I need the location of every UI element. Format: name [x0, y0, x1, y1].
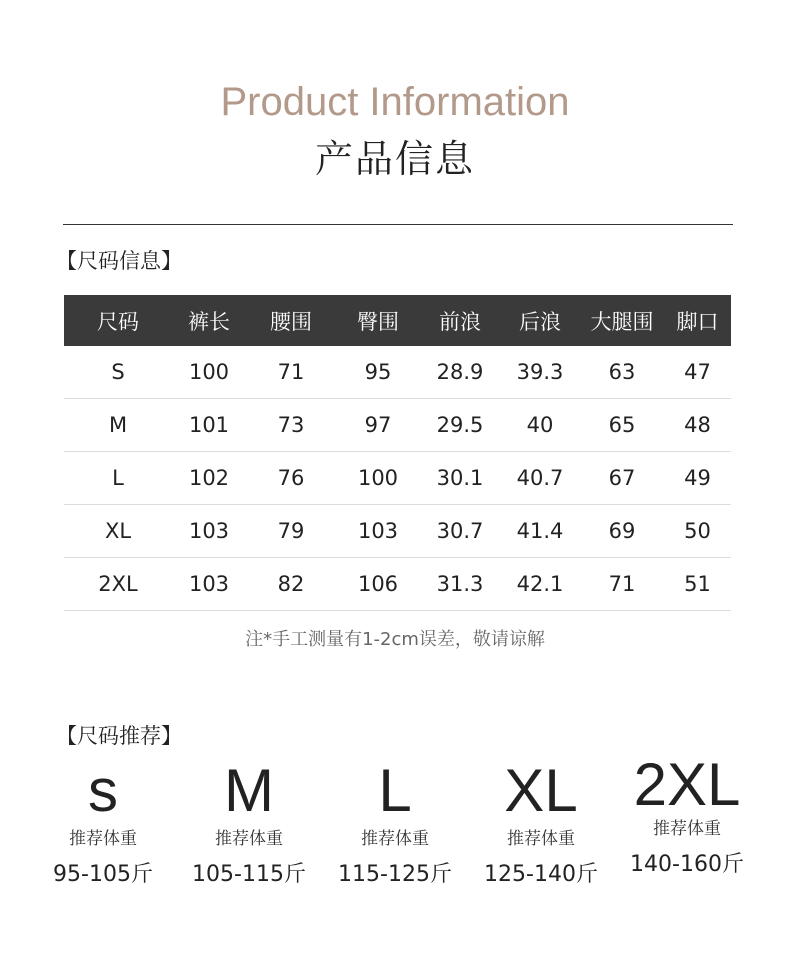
size-recommendations — [30, 751, 760, 888]
cell-size: S — [111, 360, 125, 384]
cell-waist: 79 — [277, 519, 305, 543]
cell-waist: 73 — [277, 413, 305, 437]
recommend-size: XL — [504, 757, 578, 824]
cell-hip: 106 — [357, 572, 399, 596]
recommend-weight-label: 推荐体重 — [69, 829, 137, 849]
header-back-rise: 后浪 — [519, 309, 561, 334]
cell-waist: 76 — [277, 466, 305, 490]
cell-size: M — [108, 413, 128, 437]
recommend-size: L — [378, 757, 412, 824]
measurement-note: 注*手工测量有1-2cm误差，敬请谅解 — [245, 629, 545, 650]
table-row — [64, 558, 731, 611]
recommend-item — [468, 757, 614, 888]
recommend-item — [322, 757, 468, 888]
cell-front-rise: 30.1 — [436, 466, 484, 490]
table-row — [64, 399, 731, 452]
cell-back-rise: 42.1 — [516, 572, 564, 596]
recommend-weight-label: 推荐体重 — [361, 829, 429, 849]
cell-length: 102 — [188, 466, 230, 490]
size-table — [64, 295, 731, 611]
recommend-weight-range: 115-125斤 — [338, 862, 452, 887]
header-front-rise: 前浪 — [439, 309, 481, 334]
table-row — [64, 452, 731, 505]
header-thigh: 大腿围 — [590, 309, 654, 334]
recommend-item — [614, 751, 760, 888]
divider — [63, 224, 733, 225]
recommend-item — [176, 757, 322, 888]
cell-hem: 47 — [684, 360, 711, 384]
size-info-label: 【尺码信息】 — [56, 249, 182, 273]
title-english: Product Information — [220, 80, 570, 124]
recommend-weight-label: 推荐体重 — [215, 829, 283, 849]
recommend-weight-range: 95-105斤 — [53, 862, 153, 887]
cell-back-rise: 41.4 — [516, 519, 564, 543]
cell-thigh: 63 — [608, 360, 636, 384]
cell-front-rise: 29.5 — [436, 413, 484, 437]
size-recommend-label: 【尺码推荐】 — [56, 724, 182, 748]
title-chinese: 产品信息 — [314, 137, 475, 181]
recommend-weight-label: 推荐体重 — [507, 829, 575, 849]
cell-back-rise: 39.3 — [516, 360, 564, 384]
header-hem: 脚口 — [676, 309, 719, 334]
cell-front-rise: 30.7 — [436, 519, 484, 543]
cell-hem: 48 — [684, 413, 711, 437]
cell-thigh: 65 — [608, 413, 636, 437]
cell-thigh: 71 — [608, 572, 636, 596]
cell-length: 103 — [188, 572, 230, 596]
cell-hem: 49 — [684, 466, 711, 490]
recommend-weight-range: 125-140斤 — [484, 862, 598, 887]
cell-back-rise: 40 — [526, 413, 554, 437]
table-header — [64, 295, 731, 346]
cell-back-rise: 40.7 — [516, 466, 564, 490]
cell-hip: 103 — [357, 519, 399, 543]
table-row — [64, 505, 731, 558]
cell-length: 101 — [188, 413, 230, 437]
cell-size: L — [112, 466, 124, 490]
cell-hem: 50 — [684, 519, 711, 543]
cell-thigh: 69 — [608, 519, 636, 543]
cell-waist: 71 — [277, 360, 305, 384]
header-size: 尺码 — [97, 309, 139, 334]
recommend-size: M — [224, 757, 274, 824]
cell-waist: 82 — [277, 572, 305, 596]
cell-hip: 97 — [364, 413, 392, 437]
recommend-size: 2XL — [633, 751, 741, 818]
cell-front-rise: 31.3 — [436, 572, 484, 596]
cell-front-rise: 28.9 — [436, 360, 484, 384]
cell-size: 2XL — [98, 572, 138, 596]
recommend-weight-range: 140-160斤 — [630, 852, 744, 877]
cell-thigh: 67 — [608, 466, 636, 490]
cell-hem: 51 — [684, 572, 711, 596]
recommend-weight-label: 推荐体重 — [653, 819, 721, 839]
cell-length: 103 — [188, 519, 230, 543]
recommend-item — [30, 757, 176, 888]
header-length: 裤长 — [188, 309, 230, 334]
recommend-size: s — [88, 757, 118, 824]
header-waist: 腰围 — [270, 309, 312, 334]
header-hip: 臀围 — [357, 309, 399, 334]
cell-length: 100 — [188, 360, 230, 384]
cell-hip: 100 — [357, 466, 399, 490]
recommend-weight-range: 105-115斤 — [192, 862, 306, 887]
cell-size: XL — [104, 519, 132, 543]
cell-hip: 95 — [364, 360, 392, 384]
table-row — [64, 346, 731, 399]
